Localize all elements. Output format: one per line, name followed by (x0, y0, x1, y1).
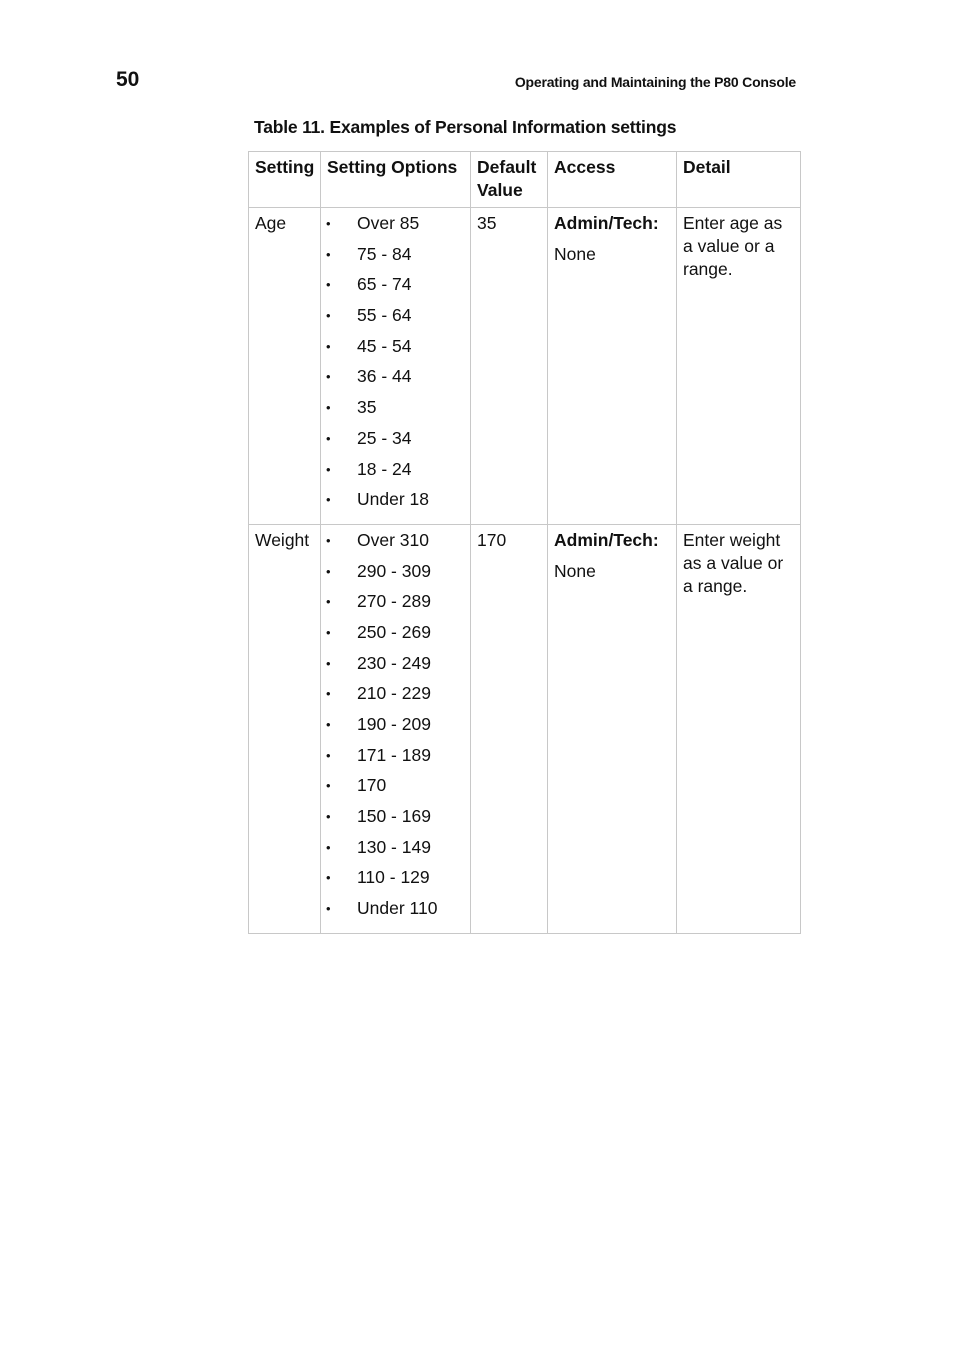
running-header: Operating and Maintaining the P80 Console (514, 74, 796, 90)
bullet-icon: • (326, 400, 331, 416)
option-label: 230 - 249 (357, 652, 431, 673)
bullet-icon: • (326, 686, 331, 702)
table-caption: Table 11. Examples of Personal Information settings (254, 117, 677, 137)
bullet-icon: • (326, 747, 331, 763)
column-header-setting-options: Setting Options (321, 152, 471, 208)
list-item (323, 590, 468, 621)
column-header-default-value: Default Value (471, 152, 548, 208)
column-header-access: Access (548, 152, 677, 208)
list-item (323, 897, 468, 928)
option-label: 65 - 74 (357, 274, 412, 295)
access-cell (548, 208, 677, 525)
bullet-icon: • (326, 246, 331, 262)
list-item (323, 560, 468, 591)
option-label: 18 - 24 (357, 458, 412, 479)
default-value-cell: 170 (471, 524, 548, 933)
setting-options-list (323, 212, 468, 519)
list-item (323, 713, 468, 744)
option-label: 130 - 149 (357, 836, 431, 857)
list-item (323, 836, 468, 867)
bullet-icon: • (326, 594, 331, 610)
option-label: 170 (357, 775, 387, 796)
access-cell (548, 524, 677, 933)
option-label: 25 - 34 (357, 427, 412, 448)
list-item (323, 304, 468, 335)
personal-info-settings-table (248, 151, 801, 934)
bullet-icon: • (326, 717, 331, 732)
option-label: 290 - 309 (357, 560, 431, 581)
list-item (323, 488, 468, 519)
list-item (323, 458, 468, 489)
option-label: 210 - 229 (357, 683, 431, 704)
list-item (323, 396, 468, 427)
option-label: Under 110 (357, 898, 438, 919)
setting-name-cell: Weight (249, 524, 321, 933)
option-label: 75 - 84 (357, 243, 412, 264)
list-item (323, 774, 468, 805)
bullet-icon: • (326, 778, 331, 794)
option-label: 171 - 189 (357, 744, 431, 765)
option-label: 55 - 64 (357, 305, 412, 326)
option-label: Under 18 (357, 489, 429, 510)
default-value-cell: 35 (471, 208, 548, 525)
option-label: Over 85 (357, 213, 420, 233)
page-number: 50 (116, 68, 140, 91)
access-role-label: Admin/Tech: (554, 529, 659, 550)
list-item (323, 866, 468, 897)
list-item (323, 427, 468, 458)
detail-cell: Enter weight as a value or a range. (677, 524, 801, 933)
list-item (323, 529, 468, 560)
table-row (249, 208, 801, 525)
setting-name-cell: Age (249, 208, 321, 525)
access-value: None (554, 244, 596, 264)
bullet-icon: • (326, 369, 331, 385)
option-label: 250 - 269 (357, 621, 431, 642)
bullet-icon: • (326, 655, 331, 671)
settings-table-container (248, 151, 800, 934)
list-item (323, 652, 468, 683)
bullet-icon: • (326, 461, 331, 477)
list-item (323, 682, 468, 713)
list-item (323, 273, 468, 304)
bullet-icon: • (326, 839, 331, 855)
table-row (249, 524, 801, 933)
setting-options-cell (321, 208, 471, 525)
option-label: 36 - 44 (357, 366, 412, 387)
option-label: 190 - 209 (357, 714, 431, 734)
bullet-icon: • (326, 901, 331, 917)
bullet-icon: • (326, 277, 331, 293)
bullet-icon: • (326, 492, 331, 508)
list-item (323, 744, 468, 775)
setting-options-cell (321, 524, 471, 933)
bullet-icon: • (326, 870, 331, 886)
column-header-detail: Detail (677, 152, 801, 208)
bullet-icon: • (326, 338, 331, 354)
bullet-icon: • (326, 809, 331, 825)
detail-cell: Enter age as a value or a range. (677, 208, 801, 525)
option-label: 150 - 169 (357, 806, 431, 827)
list-item (323, 365, 468, 396)
bullet-icon: • (326, 624, 331, 640)
option-label: 270 - 289 (357, 591, 431, 612)
option-label: 110 - 129 (357, 867, 430, 888)
access-value: None (554, 560, 596, 581)
table-header-row (249, 152, 801, 208)
list-item (323, 212, 468, 243)
setting-options-list (323, 529, 468, 928)
bullet-icon: • (326, 532, 331, 548)
access-role-label: Admin/Tech: (554, 213, 659, 233)
column-header-setting: Setting (249, 152, 321, 208)
option-label: 45 - 54 (357, 335, 412, 356)
option-label: Over 310 (357, 529, 429, 550)
list-item (323, 243, 468, 274)
list-item (323, 335, 468, 366)
bullet-icon: • (326, 308, 331, 324)
option-label: 35 (357, 397, 377, 418)
bullet-icon: • (326, 216, 331, 231)
bullet-icon: • (326, 563, 331, 579)
list-item (323, 805, 468, 836)
list-item (323, 621, 468, 652)
bullet-icon: • (326, 430, 331, 446)
